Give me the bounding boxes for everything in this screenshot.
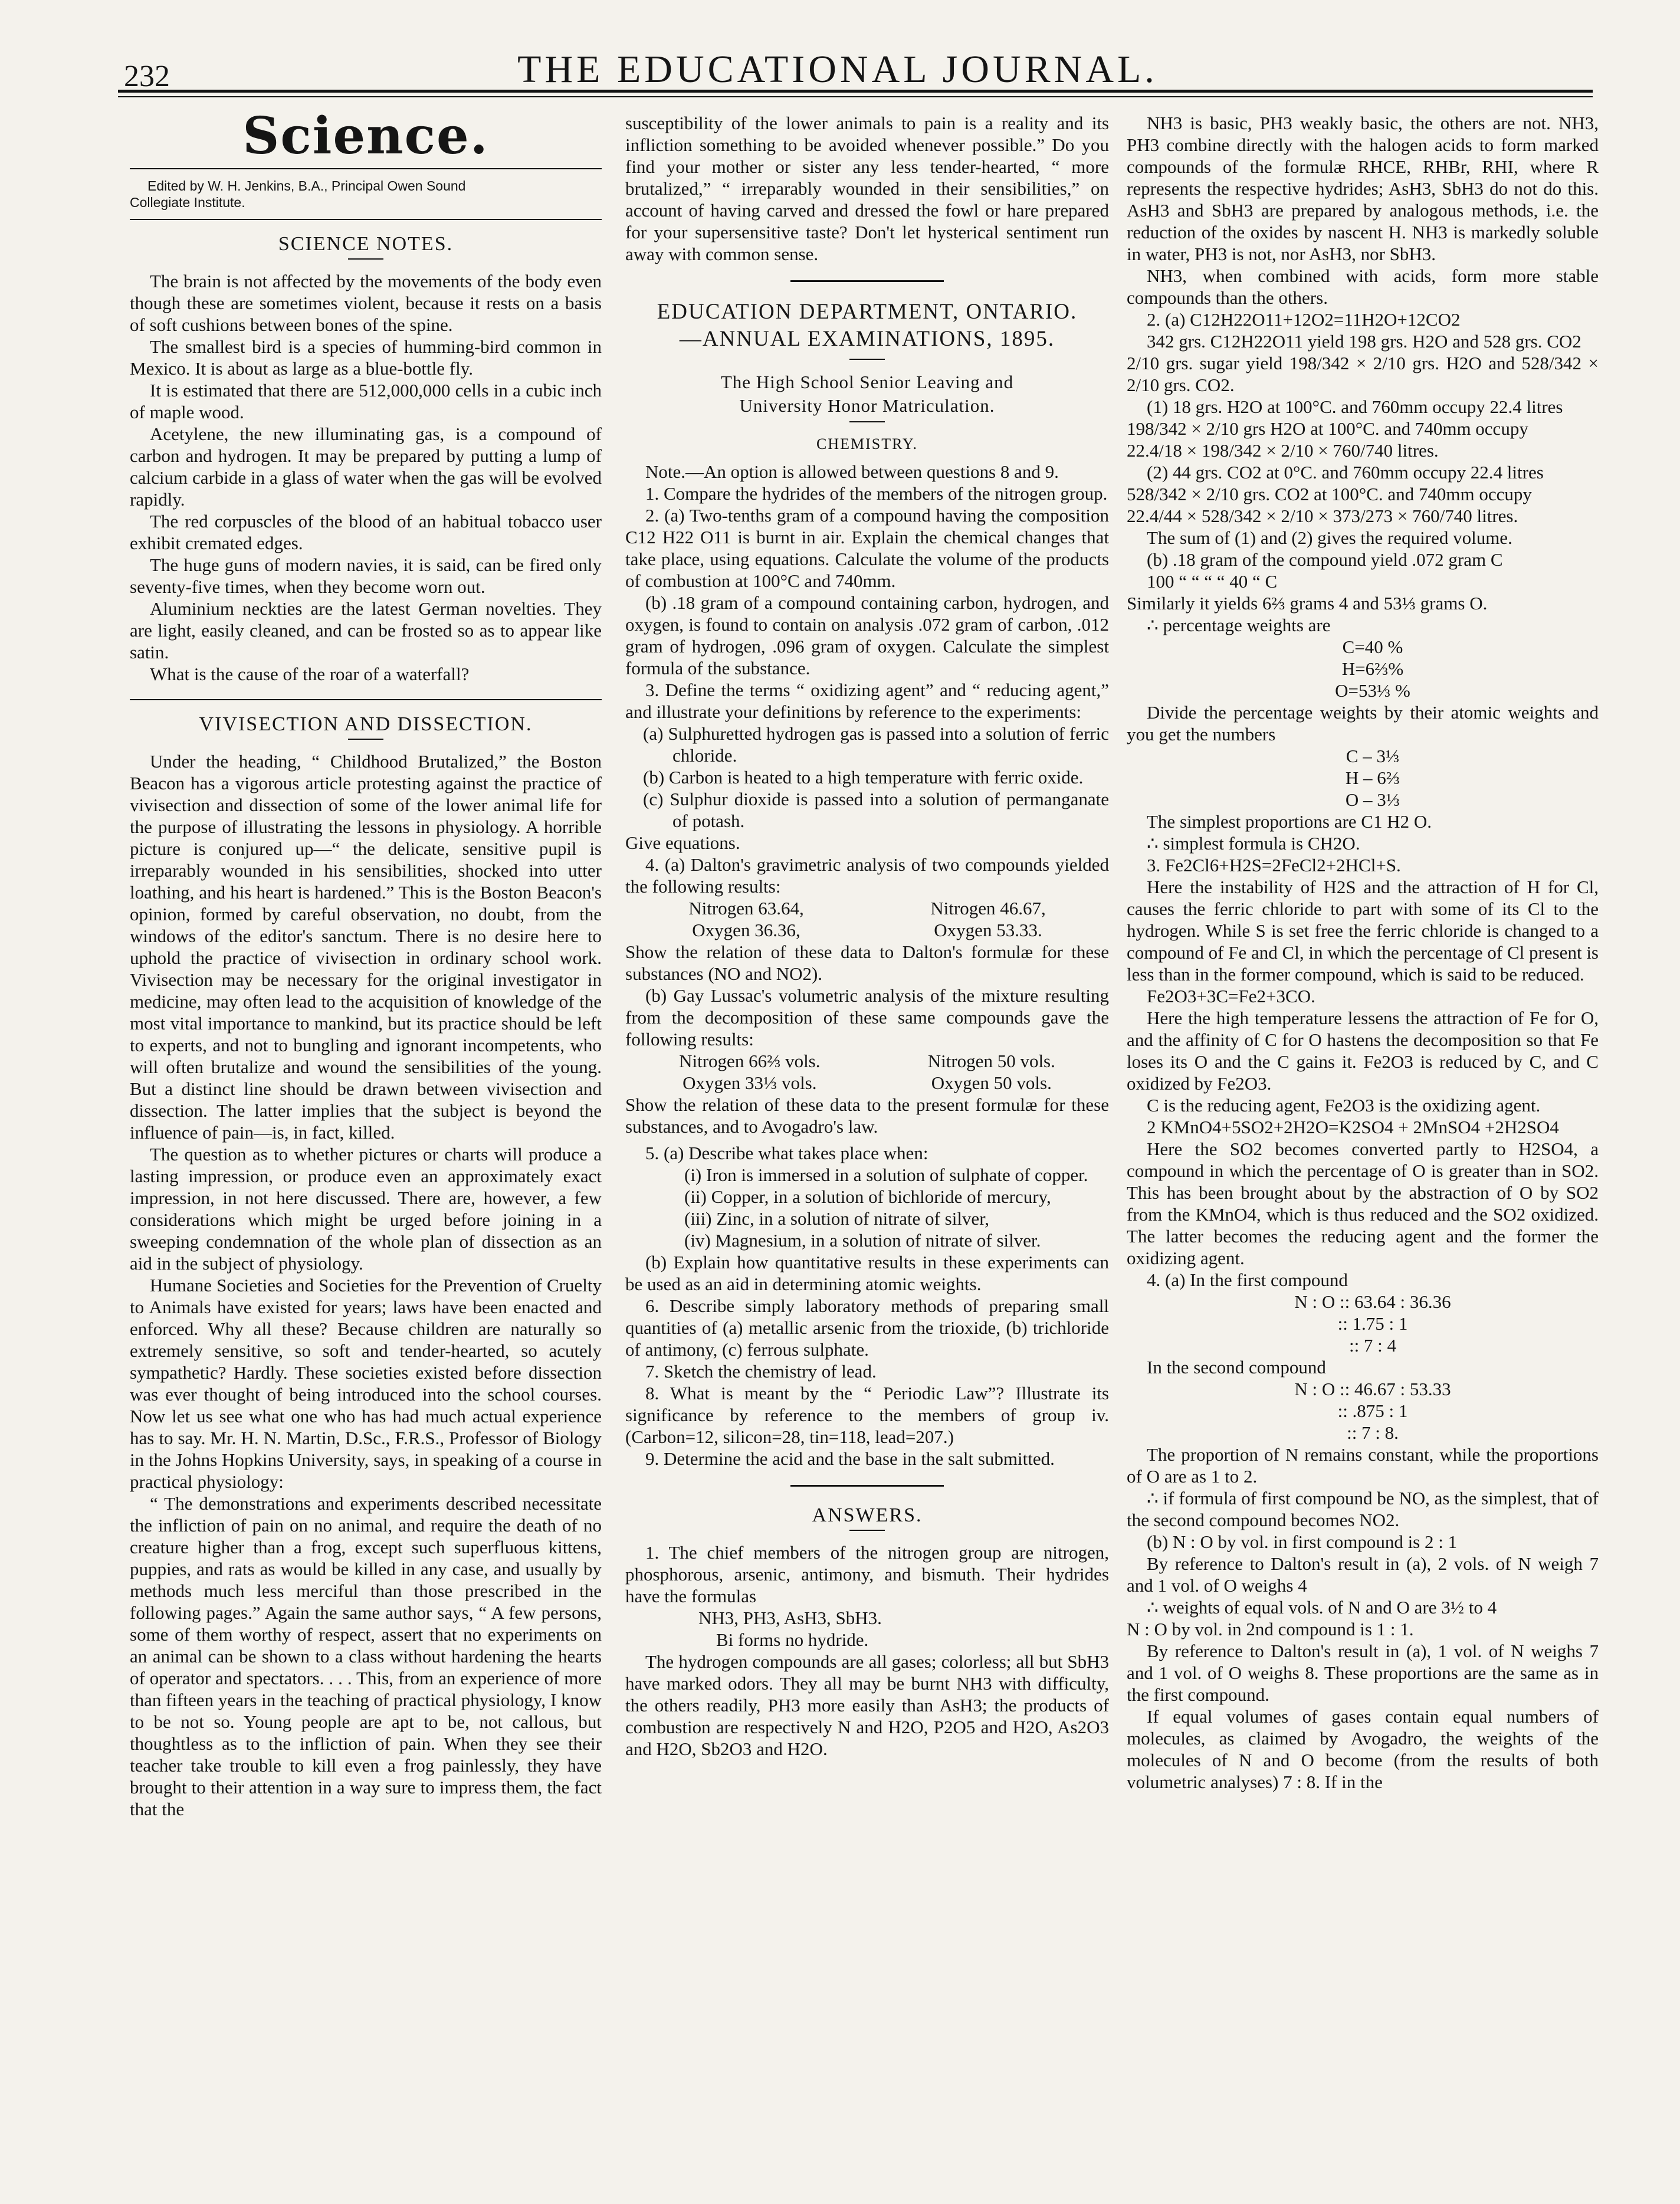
- editor-line-2: Collegiate Institute.: [130, 195, 245, 210]
- question-part: (i) Iron is immersed in a solution of sulphate of copper.: [684, 1165, 1088, 1185]
- column-3: [1127, 112, 1599, 1793]
- question-part: Show the relation of these data to the present formulæ for these substances, and to Avogadro's law.: [625, 1094, 1109, 1137]
- equation: 2 KMnO4+5SO2+2H2O=K2SO4 + 2MnSO4 +2H2SO4: [1147, 1117, 1559, 1137]
- question: (b) .18 gram of a compound containing carbon, hydrogen, and oxygen, is found to contain on analysis .072 gram of carbon, .012 gram of hydrogen, .096 gram of oxygen. Calculate the simplest formula of the substance.: [625, 592, 1109, 678]
- divider: [849, 1530, 885, 1531]
- divider: [849, 359, 885, 360]
- question: 7. Sketch the chemistry of lead.: [645, 1361, 877, 1382]
- answer: C is the reducing agent, Fe2O3 is the oxidizing agent.: [1147, 1095, 1541, 1116]
- data-cell: Oxygen 33⅓ vols.: [682, 1073, 817, 1093]
- section-title: Science.: [242, 106, 489, 166]
- note-paragraph: It is estimated that there are 512,000,000 cells in a cubic inch of maple wood.: [130, 380, 602, 422]
- answer: Similarly it yields 6⅔ grams 4 and 53⅓ grams O.: [1127, 593, 1488, 614]
- answers-heading: ANSWERS.: [812, 1504, 923, 1526]
- note-paragraph: The red corpuscles of the blood of an habitual tobacco user exhibit cremated edges.: [130, 511, 602, 553]
- editor-credit: [130, 168, 602, 220]
- exam-subheading-line-2: University Honor Matriculation.: [739, 395, 995, 416]
- article-continuation: susceptibility of the lower animals to pain is a reality and its infliction something to be avoided whenever possible.” Do you find your mother or sister any less tender-hearted, “ more brutalized,” “ irreparably wounded in their sensibilities,” on account of having carved and dressed the fowl or hare prepared for your supersensitive taste? Don't let hysterical sentiment run away with common sense.: [625, 113, 1109, 264]
- divider: [348, 258, 383, 260]
- answer: 100 “ “ “ “ 40 “ C: [1147, 571, 1278, 592]
- answer: N : O by vol. in 2nd compound is 1 : 1.: [1127, 1619, 1414, 1639]
- exam-heading: [625, 299, 1109, 353]
- note-paragraph: What is the cause of the roar of a waterfall?: [150, 664, 470, 684]
- article-paragraph: The question as to whether pictures or charts will produce a lasting impression, or produce even an approximately exact impression, in not here discussed. There are, however, a few considerations which might be urged before joining in a sweeping condemnation of the whole plan of dissection as an aid in the subject of physiology.: [130, 1144, 602, 1274]
- data-cell: Nitrogen 46.67,: [930, 898, 1046, 919]
- note-paragraph: Acetylene, the new illuminating gas, is a compound of carbon and hydrogen. It may be prepared by putting a lump of calcium carbide in a glass of water when the gas will be evolved rapidly.: [130, 424, 602, 510]
- article-paragraph: Under the heading, “ Childhood Brutalized,” the Boston Beacon has a vigorous article protesting against the practice of vivisection and dissection of some of the lower animal life for the purpose of illustrating the lessons in physiology. A horrible picture is conjured up—“ the delicate, sensitive pupil is irreparably wounded in his sensibilities, shocked into utter loathing, and his heart is hardened.” This is the Boston Beacon's opinion, formed by careful observation, no doubt, from the windows of the editor's sanctum. There is no desire here to uphold the practice of vivisection in ordinary school work. Vivisection may be necessary for the original investigator in medicine, may often lead to the acquisition of knowledge of the most vital importance to mankind, but its practice should be left to experts, and not to bungling and ignorant incompetents, who will often brutalize and wound the sensibilities of the young. But a distinct line should be drawn between vivisection and dissection. The latter implies that the subject is beyond the influence of pain—is, in fact, killed.: [130, 751, 602, 1143]
- chemistry-heading: CHEMISTRY.: [816, 435, 918, 452]
- question-part: (iii) Zinc, in a solution of nitrate of silver,: [684, 1208, 990, 1229]
- answer: Here the high temperature lessens the attraction of Fe for O, and the affinity of C for O hastens the decomposition so that Fe loses its O and the C gains it. Fe2O3 is reduced by C, and C oxidized by Fe2O3.: [1127, 1008, 1599, 1094]
- note-paragraph: Aluminium neckties are the latest German novelties. They are light, easily cleaned, and can be frosted so as to appear like satin.: [130, 598, 602, 662]
- question-part: (a) Sulphuretted hydrogen gas is passed into a solution of ferric chloride.: [643, 723, 1109, 766]
- answer: (b) N : O by vol. in first compound is 2 : 1: [1147, 1531, 1458, 1552]
- answer: Here the instability of H2S and the attraction of H for Cl, causes the ferric chloride to part with some of its Cl to the hydrogen. While S is set free the ferric chloride is changed to a compound of Fe and Cl, in which the percentage of Cl present is less than in the former compound, which is said to be reduced.: [1127, 877, 1599, 985]
- percentage: H=6⅔%: [1341, 658, 1404, 679]
- exam-subheading: [625, 370, 1109, 418]
- ratio-line: :: 7 : 4: [1348, 1335, 1397, 1356]
- answer: (2) 44 grs. CO2 at 0°C. and 760mm occupy 22.4 litres: [1147, 462, 1544, 483]
- question-part: Give equations.: [625, 832, 740, 853]
- question: 4. (a) Dalton's gravimetric analysis of two compounds yielded the following results:: [625, 854, 1109, 897]
- data-cell: Oxygen 36.36,: [692, 920, 800, 940]
- data-cell: Nitrogen 63.64,: [688, 898, 804, 919]
- percentage: C=40 %: [1342, 637, 1403, 657]
- answer: (1) 18 grs. H2O at 100°C. and 760mm occupy 22.4 litres: [1147, 396, 1563, 417]
- question-part: (ii) Copper, in a solution of bichloride of mercury,: [684, 1186, 1051, 1207]
- question-part: (c) Sulphur dioxide is passed into a solution of permanganate of potash.: [643, 789, 1109, 831]
- question: (b) Explain how quantitative results in these experiments can be used as an aid in determining atomic weights.: [625, 1252, 1109, 1294]
- answer: ∴ percentage weights are: [1147, 615, 1331, 635]
- divider: [790, 280, 944, 282]
- data-row: [625, 919, 1109, 941]
- answer: If equal volumes of gases contain equal numbers of molecules, as claimed by Avogadro, the weights of the molecules of N and O become (from the results of both volumetric analyses) 7 : 8. If in the: [1127, 1706, 1599, 1792]
- answer: By reference to Dalton's result in (a), 1 vol. of N weighs 7 and 1 vol. of O weighs 8. These proportions are the same as in the first compound.: [1127, 1641, 1599, 1705]
- answer: NH3, when combined with acids, form more stable compounds than the others.: [1127, 265, 1599, 308]
- percentage: O=53⅓ %: [1335, 680, 1410, 701]
- question-part: (b) Carbon is heated to a high temperature with ferric oxide.: [643, 767, 1084, 788]
- question-part: Show the relation of these data to Dalton's formulæ for these substances (NO and NO2).: [625, 942, 1109, 984]
- answer: Divide the percentage weights by their atomic weights and you get the numbers: [1127, 702, 1599, 744]
- data-row: [625, 1050, 1109, 1072]
- column-1: [130, 106, 602, 1820]
- divider: [790, 1485, 944, 1487]
- science-notes-heading: SCIENCE NOTES.: [278, 233, 454, 255]
- data-row: [625, 1072, 1109, 1094]
- ratio-line: N : O :: 46.67 : 53.33: [1294, 1379, 1451, 1399]
- ratio-line: :: 1.75 : 1: [1337, 1313, 1408, 1334]
- answer: ∴ simplest formula is CH2O.: [1147, 833, 1360, 854]
- answer: By reference to Dalton's result in (a), 2 vols. of N weigh 7 and 1 vol. of O weighs 4: [1127, 1553, 1599, 1596]
- column-2: [625, 112, 1109, 1760]
- question: 6. Describe simply laboratory methods of preparing small quantities of (a) metallic arsenic from the trioxide, (b) trichloride of antimony, (c) ferrous sulphate.: [625, 1295, 1109, 1360]
- question: (b) Gay Lussac's volumetric analysis of the mixture resulting from the decomposition of these same compounds gave the following results:: [625, 985, 1109, 1049]
- question-part: (iv) Magnesium, in a solution of nitrate of silver.: [684, 1230, 1041, 1251]
- section-divider: [130, 699, 602, 700]
- calculation: 22.4/44 × 528/342 × 2/10 × 373/273 × 760/740 litres.: [1127, 506, 1518, 526]
- exam-heading-line-2: —ANNUAL EXAMINATIONS, 1895.: [679, 327, 1055, 351]
- data-row: [625, 897, 1109, 919]
- header-rule-thin: [118, 96, 1593, 97]
- header-rule: [118, 90, 1593, 93]
- answer: The sum of (1) and (2) gives the required volume.: [1147, 527, 1512, 548]
- calculation: 198/342 × 2/10 grs H2O at 100°C. and 740mm occupy: [1127, 418, 1528, 439]
- answer: Here the SO2 becomes converted partly to H2SO4, a compound in which the percentage of O is greater than in SO2. This has been brought about by the abstraction of O by SO2 from the KMnO4, which is thus reduced and the SO2 oxidized. The latter becomes the reducing agent and the former the oxidizing agent.: [1127, 1139, 1599, 1268]
- note-paragraph: The smallest bird is a species of humming-bird common in Mexico. It is about as large as a blue-bottle fly.: [130, 336, 602, 379]
- answer: ∴ if formula of first compound be NO, as the simplest, that of the second compound becomes NO2.: [1127, 1488, 1599, 1530]
- journal-title: THE EDUCATIONAL JOURNAL.: [517, 48, 1158, 91]
- exam-heading-line-1: EDUCATION DEPARTMENT, ONTARIO.: [657, 300, 1078, 324]
- ratio-line: :: .875 : 1: [1337, 1401, 1408, 1421]
- ratio-line: N : O :: 63.64 : 36.36: [1294, 1291, 1451, 1312]
- exam-subheading-line-1: The High School Senior Leaving and: [720, 372, 1014, 392]
- divider: [849, 421, 885, 422]
- data-cell: Oxygen 50 vols.: [931, 1073, 1052, 1093]
- equation: 3. Fe2Cl6+H2S=2FeCl2+2HCl+S.: [1147, 855, 1401, 875]
- answer: In the second compound: [1147, 1357, 1326, 1378]
- calculation: 22.4/18 × 198/342 × 2/10 × 760/740 litres.: [1127, 440, 1439, 461]
- article-paragraph: “ The demonstrations and experiments described necessitate the infliction of pain on no animal, and require the death of no creature higher than a frog, except such superfluous kittens, puppies, and rats as would be killed in any case, and usually by methods much less merciful than those prescribed in the following pages.” Again the same author says, “ A few persons, some of them worthy of respect, assert that no experiments on an animal can be shown to a class without hardening the hearts of operator and spectators. . . . This, from an experience of more than fifteen years in the teaching of practical physiology, I know to be not so. Young people are apt to be, not callous, but thoughtless as to the infliction of pain. When they see their teacher take trouble to kill even a frog painlessly, they have brought to their attention in a way sure to impress them, the fact that the: [130, 1493, 602, 1819]
- article-paragraph: Humane Societies and Societies for the Prevention of Cruelty to Animals have existed for years; laws have been enacted and enforced. Why all these? Because children are naturally so extremely sensitive, so soft and tender-hearted, so acutely sympathetic? Hardly. These societies existed before dissection was ever thought of being introduced into the school courses. Now let us see what one who has had much actual experience has to say. Mr. H. N. Martin, D.Sc., F.R.S., Professor of Biology in the Johns Hopkins University, says, in speaking of a course in practical physiology:: [130, 1275, 602, 1492]
- equation: Fe2O3+3C=Fe2+3CO.: [1147, 986, 1315, 1006]
- vivisection-heading: VIVISECTION AND DISSECTION.: [199, 713, 533, 735]
- question: 1. Compare the hydrides of the members of the nitrogen group.: [645, 483, 1108, 504]
- note-paragraph: The huge guns of modern navies, it is said, can be fired only seventy-five times, when they become worn out.: [130, 555, 602, 597]
- ratio-number: O – 3⅓: [1345, 789, 1400, 810]
- note-paragraph: The brain is not affected by the movements of the body even though these are sometimes violent, because it rests on a basis of soft cushions between bones of the spine.: [130, 271, 602, 335]
- equation: 2. (a) C12H22O11+12O2=11H2O+12CO2: [1147, 309, 1461, 330]
- question: 2. (a) Two-tenths gram of a compound having the composition C12 H22 O11 is burnt in air. Explain the chemical changes that take place, using equations. Calculate the volume of the products of combustion at 100°C and 740mm.: [625, 505, 1109, 591]
- answer: The proportion of N remains constant, while the proportions of O are as 1 to 2.: [1127, 1444, 1599, 1487]
- question: 3. Define the terms “ oxidizing agent” and “ reducing agent,” and illustrate your definitions by reference to the experiments:: [625, 680, 1109, 722]
- question: 9. Determine the acid and the base in the salt submitted.: [645, 1448, 1055, 1469]
- page-number: 232: [124, 60, 170, 93]
- answer: ∴ weights of equal vols. of N and O are 3½ to 4: [1147, 1597, 1497, 1618]
- exam-note: Note.—An option is allowed between questions 8 and 9.: [645, 461, 1059, 482]
- ratio-number: C – 3⅓: [1346, 746, 1400, 766]
- answer: 1. The chief members of the nitrogen group are nitrogen, phosphorous, arsenic, antimony, and bismuth. Their hydrides have the formulas: [625, 1542, 1109, 1606]
- answer: The simplest proportions are C1 H2 O.: [1147, 811, 1432, 832]
- data-cell: Nitrogen 66⅔ vols.: [679, 1051, 821, 1071]
- editor-line-1: Edited by W. H. Jenkins, B.A., Principal Owen Sound: [147, 178, 466, 193]
- data-cell: Nitrogen 50 vols.: [927, 1051, 1055, 1071]
- calculation: 528/342 × 2/10 grs. CO2 at 100°C. and 740mm occupy: [1127, 484, 1532, 504]
- question: 8. What is meant by the “ Periodic Law”? Illustrate its significance by reference to the members of group iv. (Carbon=12, silicon=28, tin=118, lead=207.): [625, 1383, 1109, 1447]
- page-header: [118, 42, 1557, 93]
- data-cell: Oxygen 53.33.: [934, 920, 1042, 940]
- answer: 4. (a) In the first compound: [1147, 1270, 1348, 1290]
- formula-line: NH3, PH3, AsH3, SbH3.: [698, 1608, 882, 1628]
- answer: NH3 is basic, PH3 weakly basic, the others are not. NH3, PH3 combine directly with the halogen acids to form marked compounds of the formulæ RHCE, RHBr, RHI, where R represents the respective hydrides; AsH3, SbH3 do not do this. AsH3 and SbH3 are prepared by analogous methods, i.e. the reduction of the oxides by nascent H. NH3 is markedly soluble in water, PH3 is not, nor AsH3, nor SbH3.: [1127, 113, 1599, 264]
- ratio-line: :: 7 : 8.: [1347, 1422, 1399, 1443]
- formula-line: Bi forms no hydride.: [716, 1629, 869, 1650]
- divider: [348, 739, 383, 740]
- ratio-number: H – 6⅔: [1345, 768, 1400, 788]
- answer: (b) .18 gram of the compound yield .072 gram C: [1147, 549, 1503, 570]
- answer: The hydrogen compounds are all gases; colorless; all but SbH3 have marked odors. They all may be burnt NH3 with difficulty, the others readily, PH3 more easily than AsH3; the products of combustion are respectively N and H2O, P2O5 and H2O, As2O3 and H2O, Sb2O3 and H2O.: [625, 1651, 1109, 1759]
- question: 5. (a) Describe what takes place when:: [645, 1143, 928, 1163]
- calculation: 2/10 grs. sugar yield 198/342 × 2/10 grs. H2O and 528/342 × 2/10 grs. CO2.: [1127, 353, 1599, 395]
- answer: 342 grs. C12H22O11 yield 198 grs. H2O and 528 grs. CO2: [1147, 331, 1581, 352]
